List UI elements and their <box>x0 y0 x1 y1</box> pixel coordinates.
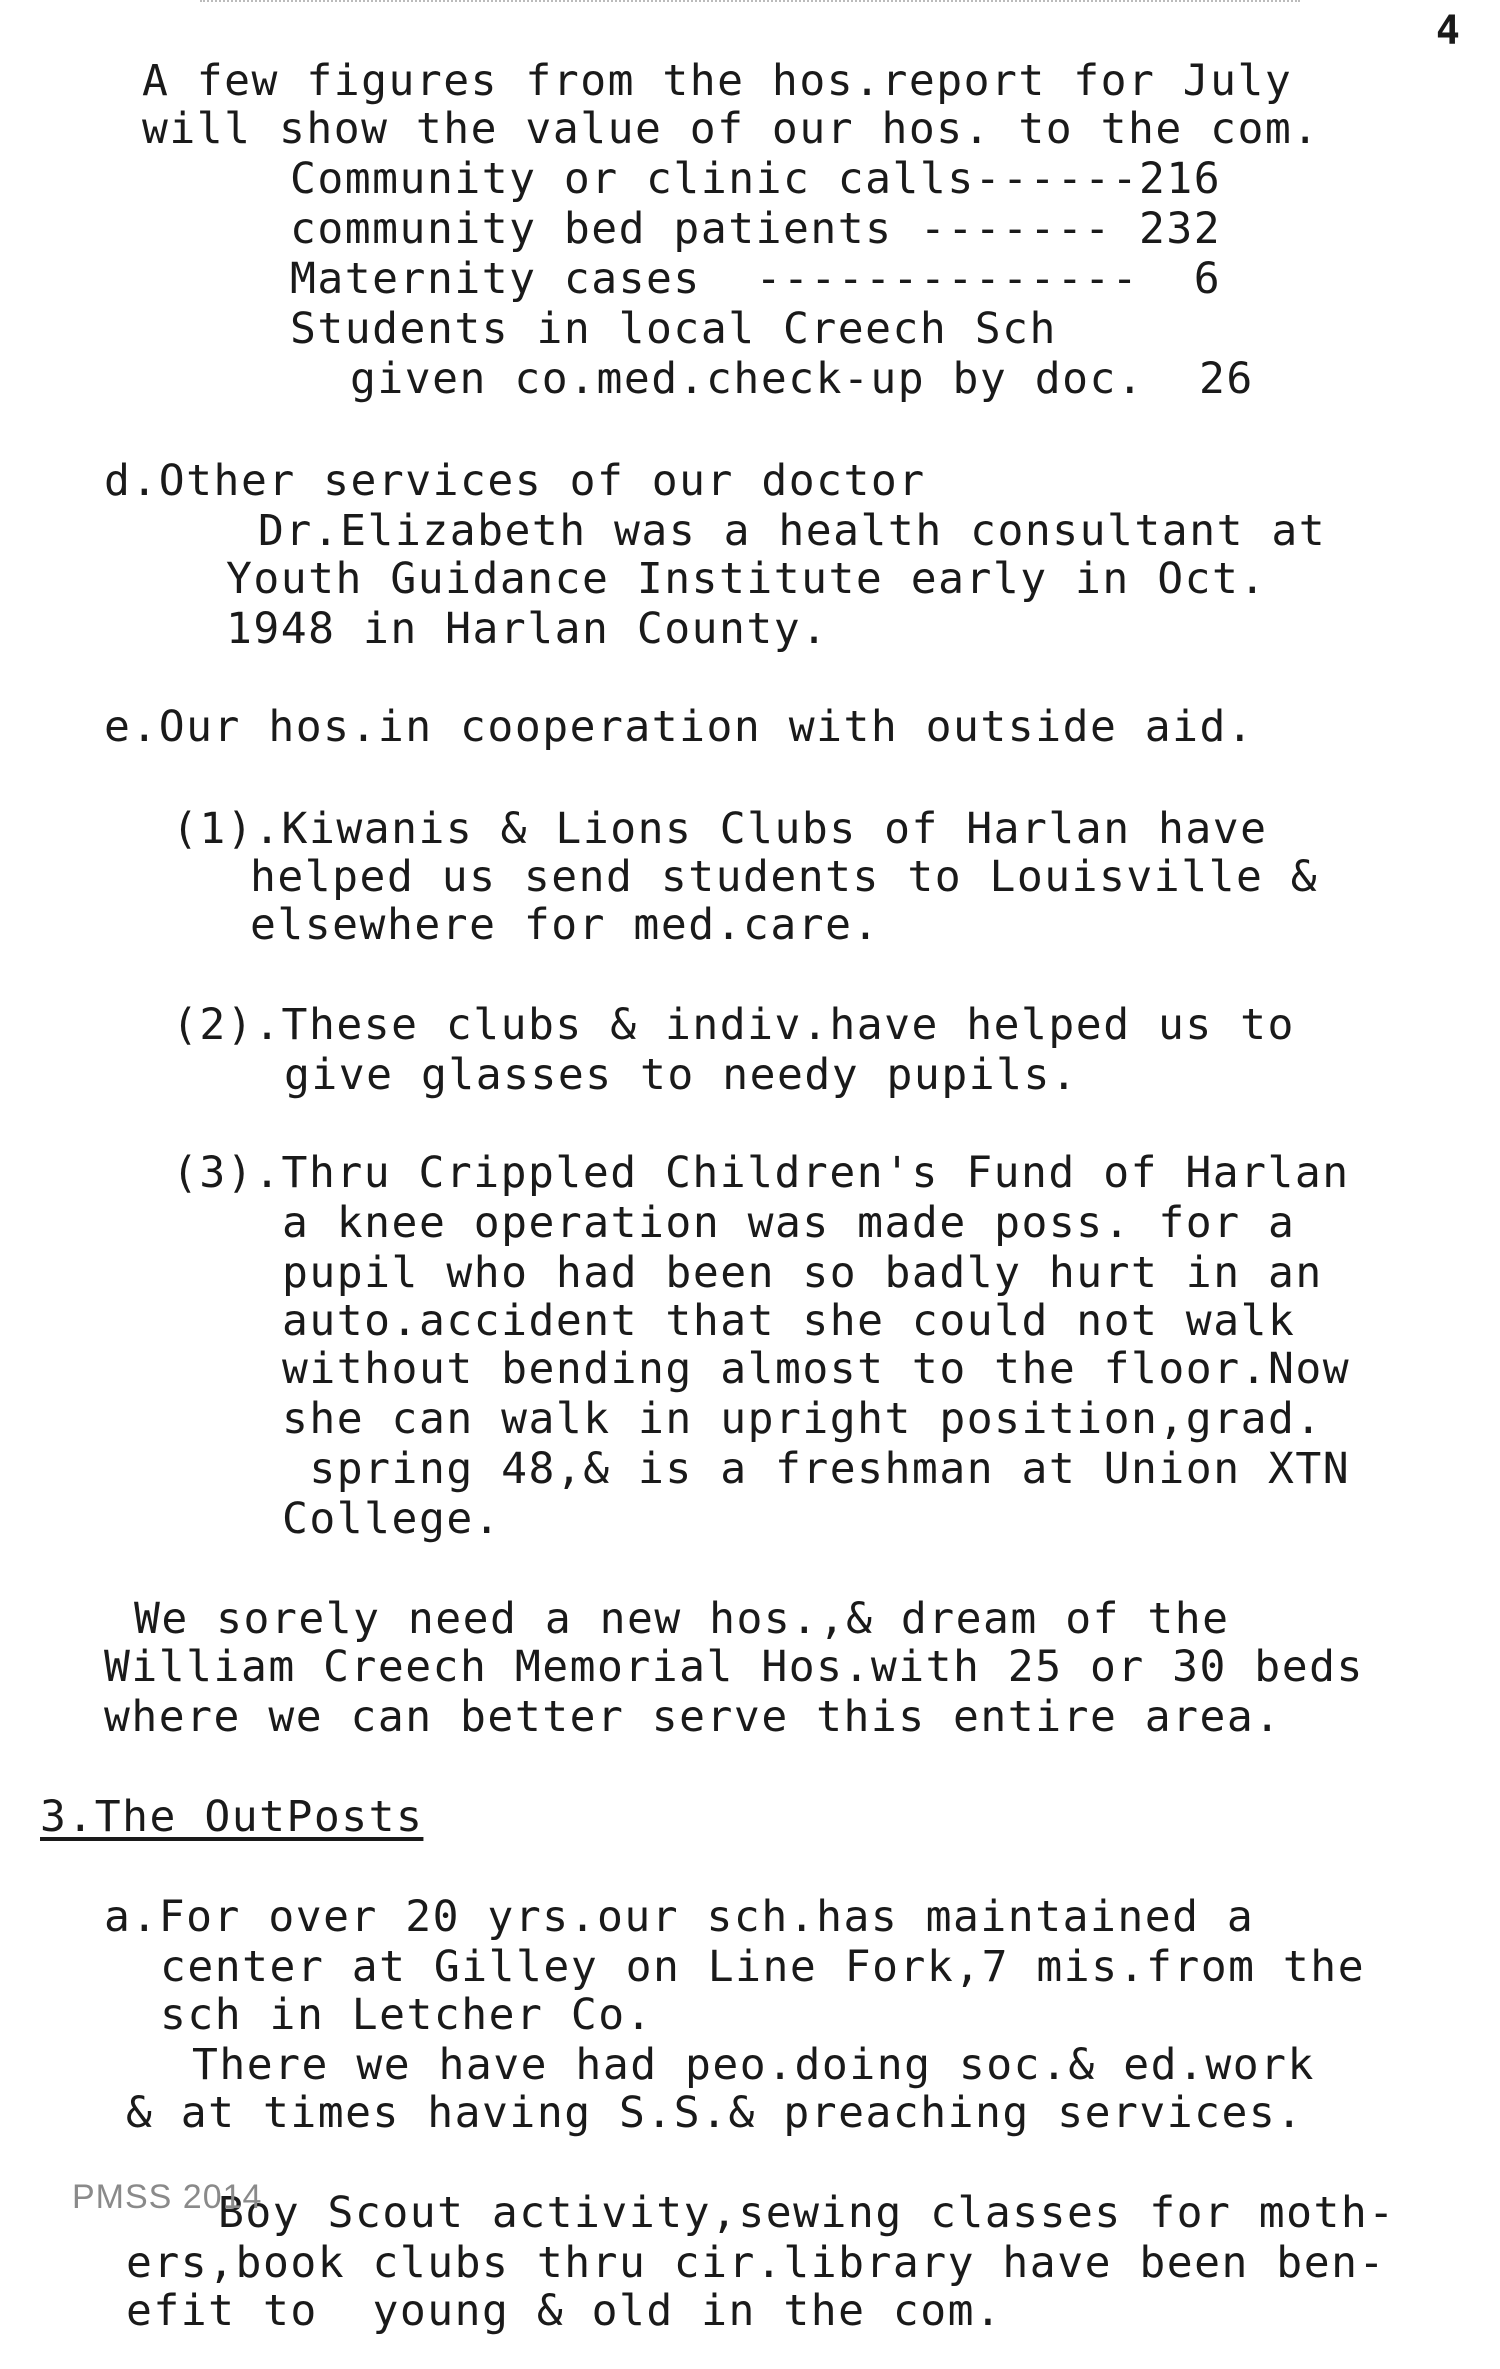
page-top-edge <box>200 0 1300 6</box>
text-line: auto.accident that she could not walk <box>282 1296 1296 1346</box>
archive-watermark: PMSS 2014 <box>72 2178 263 2216</box>
text-line: There we have had peo.doing soc.& ed.work <box>192 2040 1315 2090</box>
section-heading: 3.The OutPosts <box>40 1792 424 1842</box>
text-line: & at times having S.S.& preaching services. <box>126 2088 1304 2138</box>
text-line: (1).Kiwanis & Lions Clubs of Harlan have <box>172 804 1268 854</box>
text-line: Boy Scout activity,sewing classes for moth- <box>218 2188 1396 2238</box>
text-line: ers,book clubs thru cir.library have been ben- <box>126 2238 1386 2288</box>
text-line: sch in Letcher Co. <box>160 1990 653 2040</box>
text-line: will show the value of our hos. to the com. <box>142 104 1320 154</box>
text-line: We sorely need a new hos.,& dream of the <box>134 1594 1230 1644</box>
page-number: 4 <box>1435 8 1460 54</box>
text-line: community bed patients ------- 232 <box>290 204 1222 254</box>
text-line: William Creech Memorial Hos.with 25 or 30 beds <box>104 1642 1364 1692</box>
text-line: helped us send students to Louisville & <box>250 852 1319 902</box>
text-line: given co.med.check-up by doc. 26 <box>350 354 1254 404</box>
text-line: give glasses to needy pupils. <box>284 1050 1079 1100</box>
section-heading: d.Other services of our doctor <box>104 456 926 506</box>
text-line: a knee operation was made poss. for a <box>282 1198 1296 1248</box>
text-line: (3).Thru Crippled Children's Fund of Harlan <box>172 1148 1350 1198</box>
text-line: pupil who had been so badly hurt in an <box>282 1248 1323 1298</box>
text-line: center at Gilley on Line Fork,7 mis.from the <box>160 1942 1366 1992</box>
text-line: Maternity cases -------------- 6 <box>290 254 1222 304</box>
text-line: elsewhere for med.care. <box>250 900 880 950</box>
text-line: where we can better serve this entire area. <box>104 1692 1282 1742</box>
text-line: efit to young & old in the com. <box>126 2286 1003 2336</box>
text-line: she can walk in upright position,grad. <box>282 1394 1323 1444</box>
section-heading: e.Our hos.in cooperation with outside aid. <box>104 702 1255 752</box>
text-line: 1948 in Harlan County. <box>226 604 829 654</box>
text-line: Students in local Creech Sch <box>290 304 1057 354</box>
text-line: Community or clinic calls------216 <box>290 154 1222 204</box>
text-line: Dr.Elizabeth was a health consultant at <box>258 506 1327 556</box>
text-line: without bending almost to the floor.Now <box>282 1344 1351 1394</box>
text-line: (2).These clubs & indiv.have helped us to <box>172 1000 1295 1050</box>
text-line: College. <box>282 1494 502 1544</box>
text-line: spring 48,& is a freshman at Union XTN <box>282 1444 1351 1494</box>
text-line: A few figures from the hos.report for July <box>142 56 1293 106</box>
text-line: Youth Guidance Institute early in Oct. <box>226 554 1267 604</box>
text-line: a.For over 20 yrs.our sch.has maintained a <box>104 1892 1255 1942</box>
